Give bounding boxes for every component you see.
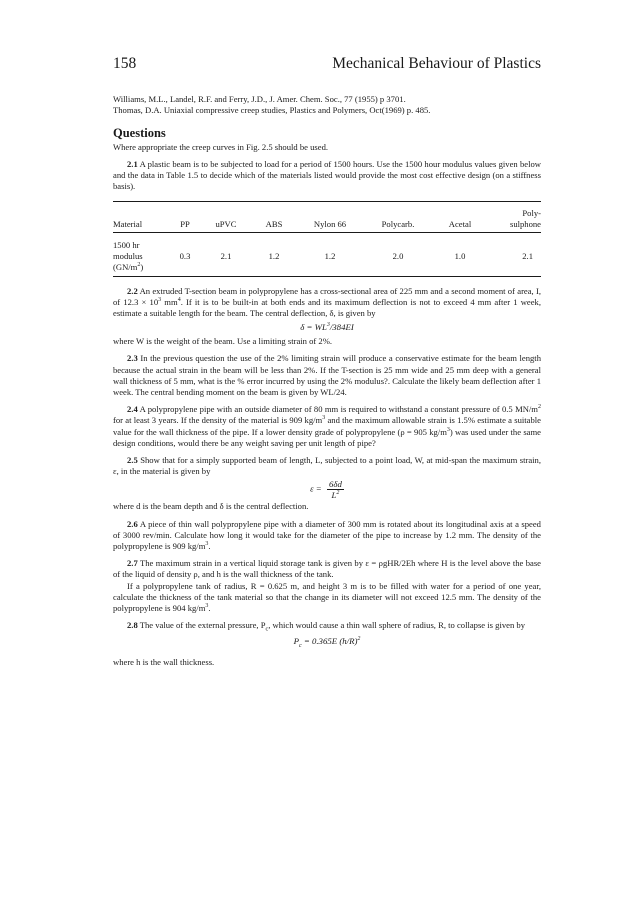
page-number: 158 — [113, 55, 137, 72]
table-header-cell: Polycarb. — [365, 219, 431, 233]
table-header-cell: Poly- — [522, 207, 541, 218]
table-header-row — [113, 219, 541, 233]
table-header-cell: uPVC — [199, 219, 253, 233]
question-number: 2.2 — [127, 285, 138, 296]
question-2-6: 2.6 A piece of thin wall polypropylene pipe with a diameter of 300 mm is rotated about its longitudinal axis at a speed of 3000 rev/min. Calculate how long it would take for the diameter of the pipe to increase by 1.2 mm. The density of the polypropylene is 909 $kg/m^3$. — [113, 518, 541, 552]
table-row — [113, 232, 541, 276]
equation-deflection: $\delta = WL^3/384EI$ — [300, 322, 354, 333]
reference-item: Williams, M.L., Landel, R.F. and Ferry, J.D., J. Amer. Chem. Soc., 77 (1955) p 3701. — [113, 94, 406, 104]
question-2-5 — [113, 455, 541, 477]
table-header-cell: Acetal — [431, 219, 489, 233]
reference-item: Thomas, D.A. Uniaxial compressive creep studies, Plastics and Polymers, Oct(1969) p. 485. — [113, 105, 431, 116]
section-title: Questions — [113, 125, 166, 140]
table-header-cell: ABS — [253, 219, 295, 233]
equation-collapse-pressure: $P_c = 0.365E$ $(h/R)^2$ — [293, 635, 361, 649]
table-cell: 2.1 — [220, 250, 232, 261]
table-header-cell: Material — [113, 219, 171, 233]
question-2-3 — [113, 353, 541, 398]
table-cell: 1.2 — [324, 250, 336, 261]
table-header-cell: sulphone — [489, 219, 541, 233]
question-number: 2.8 — [127, 620, 138, 631]
question-number: 2.4 — [127, 404, 138, 415]
table-header-row-top — [113, 201, 541, 219]
question-2-8: 2.8 The value of the external pressure, $P_c$, which would cause a thin wall sphere of radius, R, to collapse is given by — [127, 620, 525, 634]
running-header — [113, 55, 541, 77]
intro-text: Where appropriate the creep curves in Fig. 2.5 should be used. — [113, 141, 329, 152]
question-number: 2.5 — [127, 455, 138, 466]
question-number: 2.1 — [127, 159, 138, 170]
modulus-table — [113, 201, 541, 277]
fraction: $\frac{6\delta d}{L^2}$ — [328, 479, 342, 501]
table-header-cell: Nylon 66 — [295, 219, 365, 233]
question-2-5-after: where d is the beam depth and δ is the central deflection. — [113, 501, 309, 512]
question-2-4: 2.4 A polypropylene pipe with an outside diameter of 80 mm is required to withstand a constant pressure of 0.5 $MN/m^2$ for at least 3 years. If the density of the material is 909 $kg/m^3$ and the maximum allowable strain is 1.5% estimate a suitable value for the wall thickness of the pipe. If a lower density grade of polypropylene (ρ = 905 $kg/m^3$) was used under the same design conditions, would there be any weight saving per unit length of pipe? — [113, 404, 541, 448]
question-2-7: 2.7 The maximum strain in a vertical liquid storage tank is given by ε = ρgHR/2Eh where H is the level above the base of the liquid of density ρ, and h is the wall thickness of the tank. — [113, 558, 541, 580]
question-2-7-continued: If a polypropylene tank of radius, R = 0.625 m, and height 3 m is to be filled with water for a period of one year, calculate the thickness of the tank material so that the change in its diameter will not exceed 12.5 mm. The density of the polypropylene is 904 $kg/m^3$. — [113, 580, 541, 614]
table-cell: 1.0 — [454, 250, 466, 261]
table-cell: 2.1 — [522, 250, 533, 261]
equation-strain: ε = $\frac{6\delta d}{L^2}$ — [310, 479, 342, 501]
question-text: A plastic beam is to be subjected to load for a period of 1500 hours. Use the 1500 hour modulus values given below and the data in Table 1.5 to decide which of the materials listed would provide the most cost effective design (on a stiffness basis). — [113, 159, 541, 192]
question-number: 2.7 — [127, 558, 138, 569]
table-header-cell: PP — [171, 219, 199, 233]
table-cell: 0.3 — [179, 250, 191, 261]
question-text: In the previous question the use of the 2% limiting strain will produce a conservative estimate for the beam length because the actual strain in the beam will be less than 2%. If the T-section is 25 mm wide and 25 mm deep with a general wall thickness of 5 mm, what is the % error incurred by using the 2% modulus?. Calculate the likely beam deflection after 1 week. The central bending moment on the beam is given by WL/24. — [113, 353, 541, 398]
table-cell: 1.2 — [268, 250, 280, 261]
page — [113, 55, 541, 668]
question-number: 2.6 — [127, 518, 138, 529]
table-row-label: 1500 hr modulus $(GN/m^2)$ — [113, 239, 144, 272]
question-2-1 — [113, 159, 541, 193]
question-number: 2.3 — [127, 353, 138, 364]
question-2-8-after: where h is the wall thickness. — [113, 656, 215, 667]
question-2-2: 2.2 An extruded T-section beam in polypropylene has a cross-sectional area of 225 mm and a second moment of area, I, of $12.3 \times 10^3$ $mm^4$. If it is to be built-in at both ends and its maximum deflection is not to exceed 4 mm after 1 week, estimate a suitable length for the beam. The central deflection, δ, is given by — [113, 285, 542, 319]
question-text: Show that for a simply supported beam of length, L, subjected to a point load, W, at mid-span the maximum strain, ε, in the material is given by — [113, 455, 541, 477]
table-cell: 2.0 — [392, 250, 404, 261]
reference-list — [113, 94, 541, 117]
running-title: Mechanical Behaviour of Plastics — [332, 55, 541, 72]
question-2-2-after: where W is the weight of the beam. Use a limiting strain of 2%. — [113, 336, 333, 347]
